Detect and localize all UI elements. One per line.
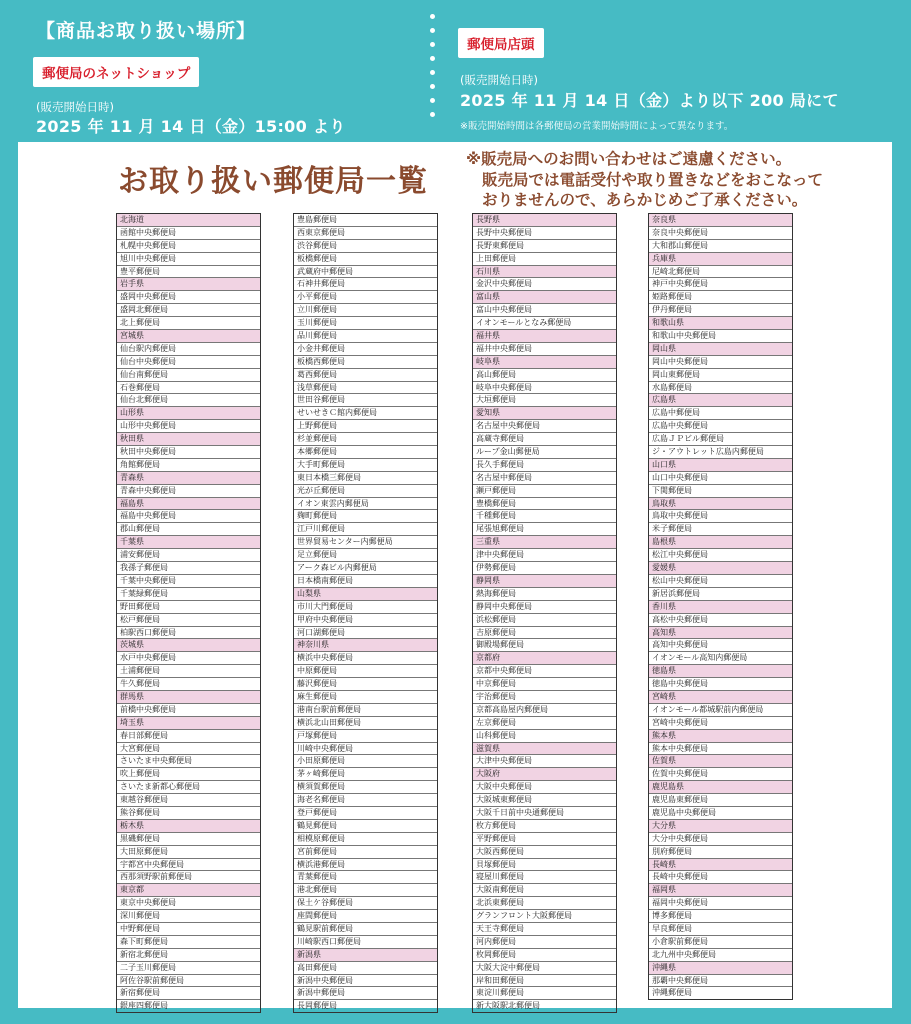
- post-office-row: 岡山東郵便局: [649, 369, 792, 382]
- post-office-row: 高山郵便局: [473, 369, 616, 382]
- prefecture-header: 福井県: [473, 330, 616, 343]
- post-office-row: 阿佐谷駅前郵便局: [117, 975, 260, 988]
- post-office-row: 日本橋南郵便局: [294, 575, 437, 588]
- post-office-row: グランフロント大阪郵便局: [473, 910, 616, 923]
- post-office-row: 長野中央郵便局: [473, 227, 616, 240]
- post-office-row: 石神井郵便局: [294, 278, 437, 291]
- post-office-row: 大阪南郵便局: [473, 884, 616, 897]
- post-office-row: 港南台駅前郵便局: [294, 704, 437, 717]
- post-office-row: 静岡中央郵便局: [473, 601, 616, 614]
- post-office-row: 豊平郵便局: [117, 266, 260, 279]
- post-office-row: 仙台南郵便局: [117, 369, 260, 382]
- prefecture-header: 秋田県: [117, 433, 260, 446]
- office-column-4: [648, 213, 793, 1000]
- post-office-row: 名古屋中央郵便局: [473, 420, 616, 433]
- post-office-row: 左京郵便局: [473, 717, 616, 730]
- post-office-row: 岡山中央郵便局: [649, 356, 792, 369]
- prefecture-header: 群馬県: [117, 691, 260, 704]
- post-office-row: 徳島中央郵便局: [649, 678, 792, 691]
- divider-dots: [430, 14, 435, 134]
- store-start-value: 2025 年 11 月 14 日（金）より以下 200 局にて: [460, 91, 839, 110]
- post-office-row: 岸和田郵便局: [473, 975, 616, 988]
- post-office-row: 横浜北山田郵便局: [294, 717, 437, 730]
- prefecture-header: 新潟県: [294, 949, 437, 962]
- post-office-row: 浦安郵便局: [117, 549, 260, 562]
- prefecture-header: 島根県: [649, 536, 792, 549]
- post-office-row: 千葉中央郵便局: [117, 575, 260, 588]
- post-office-row: 北浜東郵便局: [473, 897, 616, 910]
- post-office-row: 山科郵便局: [473, 730, 616, 743]
- post-office-row: 沖縄郵便局: [652, 988, 692, 998]
- notice-line: ※販売局へのお問い合わせはご遠慮ください。: [466, 150, 792, 168]
- post-office-row: 福井中央郵便局: [473, 343, 616, 356]
- post-office-row: 大垣郵便局: [473, 394, 616, 407]
- post-office-row: 岐阜中央郵便局: [473, 382, 616, 395]
- post-office-row: 川崎駅西口郵便局: [294, 936, 437, 949]
- prefecture-header: 徳島県: [649, 665, 792, 678]
- prefecture-header: 山口県: [649, 459, 792, 472]
- post-office-row: 函館中央郵便局: [117, 227, 260, 240]
- post-office-row: 和歌山中央郵便局: [649, 330, 792, 343]
- header-title: 【商品お取り扱い場所】: [36, 20, 257, 42]
- post-office-row: 熊本中央郵便局: [649, 743, 792, 756]
- post-office-row: 高知中央郵便局: [649, 639, 792, 652]
- office-column-1: [116, 213, 261, 1013]
- post-office-row: イオン東雲内郵便局: [294, 498, 437, 511]
- post-office-row: 銀座四郵便局: [120, 1001, 168, 1011]
- post-office-row: 中野郵便局: [117, 923, 260, 936]
- post-office-row: 高蔵寺郵便局: [473, 433, 616, 446]
- post-office-row: 秋田中央郵便局: [117, 446, 260, 459]
- post-office-row: 横須賀郵便局: [294, 781, 437, 794]
- post-office-row: 広島中央郵便局: [649, 420, 792, 433]
- post-office-row: 保土ケ谷郵便局: [294, 897, 437, 910]
- post-office-row: 足立郵便局: [294, 549, 437, 562]
- post-office-row: 伊勢郵便局: [473, 562, 616, 575]
- post-office-row: 土浦郵便局: [117, 665, 260, 678]
- post-office-row: 大田原郵便局: [117, 846, 260, 859]
- prefecture-header: 宮崎県: [649, 691, 792, 704]
- post-office-row: 東日本橋三郵便局: [294, 472, 437, 485]
- post-office-row: アーク森ビル内郵便局: [294, 562, 437, 575]
- post-office-row: 世田谷郵便局: [294, 394, 437, 407]
- post-office-row: 新宿北郵便局: [117, 949, 260, 962]
- post-office-row: 横浜中央郵便局: [294, 652, 437, 665]
- prefecture-header: 福島県: [117, 498, 260, 511]
- post-office-row: 角館郵便局: [117, 459, 260, 472]
- post-office-row: 戸塚郵便局: [294, 730, 437, 743]
- post-office-row: 野田郵便局: [117, 601, 260, 614]
- post-office-row: 春日部郵便局: [117, 730, 260, 743]
- post-office-row: 吹上郵便局: [117, 768, 260, 781]
- prefecture-header: 長崎県: [649, 859, 792, 872]
- post-office-row: 別府郵便局: [649, 846, 792, 859]
- post-office-row: 早良郵便局: [649, 923, 792, 936]
- prefecture-header: 三重県: [473, 536, 616, 549]
- prefecture-header: 香川県: [649, 601, 792, 614]
- post-office-row: 海老名郵便局: [294, 794, 437, 807]
- post-office-row: 松江中央郵便局: [649, 549, 792, 562]
- post-office-row: 本郷郵便局: [294, 446, 437, 459]
- prefecture-header: 茨城県: [117, 639, 260, 652]
- post-office-row: 仙台北郵便局: [117, 394, 260, 407]
- post-office-row: 天王寺郵便局: [473, 923, 616, 936]
- prefecture-header: 静岡県: [473, 575, 616, 588]
- post-office-row: 河内郵便局: [473, 936, 616, 949]
- post-office-row: 大和郡山郵便局: [649, 240, 792, 253]
- prefecture-header: 北海道: [117, 214, 260, 227]
- post-office-row: イオンモール高知内郵便局: [649, 652, 792, 665]
- post-office-row: 麹町郵便局: [294, 510, 437, 523]
- prefecture-header: 愛知県: [473, 407, 616, 420]
- prefecture-header: 岡山県: [649, 343, 792, 356]
- post-office-row: 津中央郵便局: [473, 549, 616, 562]
- post-office-row: 松戸郵便局: [117, 614, 260, 627]
- prefecture-header: 青森県: [117, 472, 260, 485]
- post-office-row: 北上郵便局: [117, 317, 260, 330]
- post-office-row: 貝塚郵便局: [473, 859, 616, 872]
- post-office-row: 東越谷郵便局: [117, 794, 260, 807]
- prefecture-header: 兵庫県: [649, 253, 792, 266]
- post-office-row: 大分中央郵便局: [649, 833, 792, 846]
- post-office-row: 名古屋中郵便局: [473, 472, 616, 485]
- post-office-row: 鶴見駅前郵便局: [294, 923, 437, 936]
- prefecture-header: 奈良県: [649, 214, 792, 227]
- post-office-row: 佐賀中央郵便局: [649, 768, 792, 781]
- post-office-row: 藤沢郵便局: [294, 678, 437, 691]
- post-office-row: 世界貿易センター内郵便局: [294, 536, 437, 549]
- post-office-row: ジ・アウトレット広島内郵便局: [649, 446, 792, 459]
- post-office-row: 御殿場郵便局: [473, 639, 616, 652]
- post-office-row: 西東京郵便局: [294, 227, 437, 240]
- post-office-row: 鹿児島中央郵便局: [649, 807, 792, 820]
- post-office-row: イオンモール都城駅前内郵便局: [649, 704, 792, 717]
- post-office-row: 石巻郵便局: [117, 382, 260, 395]
- office-column-3: [472, 213, 617, 1013]
- post-office-row: 豊橋郵便局: [473, 498, 616, 511]
- prefecture-header: 鳥取県: [649, 498, 792, 511]
- prefecture-header: 神奈川県: [294, 639, 437, 652]
- post-office-row: 仙台中央郵便局: [117, 356, 260, 369]
- prefecture-header: 長野県: [473, 214, 616, 227]
- post-office-row: 大宮郵便局: [117, 743, 260, 756]
- post-office-row: 水島郵便局: [649, 382, 792, 395]
- prefecture-header: 鹿児島県: [649, 781, 792, 794]
- post-office-row: 大阪千日前中央通郵便局: [473, 807, 616, 820]
- post-office-row: 小金井郵便局: [294, 343, 437, 356]
- post-office-row: 前橋中央郵便局: [117, 704, 260, 717]
- post-office-row: 盛岡北郵便局: [117, 304, 260, 317]
- prefecture-header: 滋賀県: [473, 743, 616, 756]
- post-office-row: 板橋西郵便局: [294, 356, 437, 369]
- post-office-row: 杉並郵便局: [294, 433, 437, 446]
- post-office-row: 那覇中央郵便局: [649, 975, 792, 988]
- post-office-row: 大阪中央郵便局: [473, 781, 616, 794]
- prefecture-header: 沖縄県: [649, 962, 792, 975]
- post-office-row: 板橋郵便局: [294, 253, 437, 266]
- post-office-row: 森下町郵便局: [117, 936, 260, 949]
- prefecture-header: 富山県: [473, 291, 616, 304]
- post-office-row: 尼崎北郵便局: [649, 266, 792, 279]
- prefecture-header: 埼玉県: [117, 717, 260, 730]
- post-office-row: 神戸中央郵便局: [649, 278, 792, 291]
- post-office-row: せいせきＣ館内郵便局: [294, 407, 437, 420]
- prefecture-header: 熊本県: [649, 730, 792, 743]
- list-title: お取り扱い郵便局一覧: [118, 164, 428, 199]
- post-office-row: 甲府中央郵便局: [294, 614, 437, 627]
- post-office-row: 山口中央郵便局: [649, 472, 792, 485]
- post-office-row: 西那須野駅前郵便局: [117, 871, 260, 884]
- post-office-row: 長久手郵便局: [473, 459, 616, 472]
- post-office-row: 尾張旭郵便局: [473, 523, 616, 536]
- post-office-row: 深川郵便局: [117, 910, 260, 923]
- prefecture-header: 和歌山県: [649, 317, 792, 330]
- post-office-row: 牛久郵便局: [117, 678, 260, 691]
- post-office-row: 枚岡郵便局: [473, 949, 616, 962]
- post-office-row: 宇治郵便局: [473, 691, 616, 704]
- post-office-row: 千種郵便局: [473, 510, 616, 523]
- post-office-row: 宮崎中央郵便局: [649, 717, 792, 730]
- post-office-row: 東淀川郵便局: [473, 987, 616, 1000]
- post-office-row: 川崎中央郵便局: [294, 743, 437, 756]
- prefecture-header: 大阪府: [473, 768, 616, 781]
- post-office-row: 奈良中央郵便局: [649, 227, 792, 240]
- post-office-row: 青森中央郵便局: [117, 485, 260, 498]
- post-office-row: 博多郵便局: [649, 910, 792, 923]
- post-office-row: 大手町郵便局: [294, 459, 437, 472]
- post-office-row: 鳥取中央郵便局: [649, 510, 792, 523]
- online-start-label: (販売開始日時): [36, 100, 114, 114]
- online-shop-button[interactable]: 郵便局のネットショップ: [33, 57, 199, 87]
- post-office-row: 大阪西郵便局: [473, 846, 616, 859]
- post-office-row: 北九州中央郵便局: [649, 949, 792, 962]
- post-office-row: 武蔵府中郵便局: [294, 266, 437, 279]
- post-office-row: 市川大門郵便局: [294, 601, 437, 614]
- post-office-row: 茅ヶ崎郵便局: [294, 768, 437, 781]
- post-office-row: 立川郵便局: [294, 304, 437, 317]
- post-office-row: 金沢中央郵便局: [473, 278, 616, 291]
- post-office-row: ループ金山郵便局: [473, 446, 616, 459]
- post-office-row: 千葉緑郵便局: [117, 588, 260, 601]
- notice-line: 販売局では電話受付や取り置きなどをおこなって: [482, 170, 824, 189]
- post-office-row: 港北郵便局: [294, 884, 437, 897]
- post-office-row: 新潟中郵便局: [294, 987, 437, 1000]
- post-office-row: 新大阪駅北郵便局: [476, 1001, 540, 1011]
- prefecture-header: 佐賀県: [649, 755, 792, 768]
- post-office-row: 中原郵便局: [294, 665, 437, 678]
- post-office-row: 高松中央郵便局: [649, 614, 792, 627]
- post-office-row: 山形中央郵便局: [117, 420, 260, 433]
- post-office-row: 二子玉川郵便局: [117, 962, 260, 975]
- post-office-row: 大阪大淀中郵便局: [473, 962, 616, 975]
- post-office-row: 長野東郵便局: [473, 240, 616, 253]
- post-office-row: 水戸中央郵便局: [117, 652, 260, 665]
- post-office-row: 鹿児島東郵便局: [649, 794, 792, 807]
- online-start-value: 2025 年 11 月 14 日（金）15:00 より: [36, 117, 346, 136]
- post-office-row: 吉原郵便局: [473, 627, 616, 640]
- post-office-row: 平野郵便局: [473, 833, 616, 846]
- post-office-row: 横浜港郵便局: [294, 859, 437, 872]
- post-office-row: 旭川中央郵便局: [117, 253, 260, 266]
- post-office-row: 寝屋川郵便局: [473, 871, 616, 884]
- post-office-row: 熱海郵便局: [473, 588, 616, 601]
- post-office-row: 小田原郵便局: [294, 755, 437, 768]
- post-office-row: 仙台駅内郵便局: [117, 343, 260, 356]
- post-office-row: 鶴見郵便局: [294, 820, 437, 833]
- post-office-row: 浜松郵便局: [473, 614, 616, 627]
- post-office-row: 中京郵便局: [473, 678, 616, 691]
- post-office-row: 小平郵便局: [294, 291, 437, 304]
- post-office-row: 新潟中央郵便局: [294, 975, 437, 988]
- post-office-row: 新居浜郵便局: [649, 588, 792, 601]
- post-office-row: 葛西郵便局: [294, 369, 437, 382]
- post-office-row: 品川郵便局: [294, 330, 437, 343]
- post-office-row: 京都中央郵便局: [473, 665, 616, 678]
- prefecture-header: 広島県: [649, 394, 792, 407]
- prefecture-header: 石川県: [473, 266, 616, 279]
- post-office-row: 広島ＪＰビル郵便局: [649, 433, 792, 446]
- store-note: ※販売開始時間は各郵便局の営業開始時間によって異なります。: [460, 121, 734, 132]
- prefecture-header: 愛媛県: [649, 562, 792, 575]
- prefecture-header: 京都府: [473, 652, 616, 665]
- post-office-row: 松山中央郵便局: [649, 575, 792, 588]
- post-office-row: 小倉駅前郵便局: [649, 936, 792, 949]
- post-office-row: イオンモールとなみ郵便局: [473, 317, 616, 330]
- post-office-row: 米子郵便局: [649, 523, 792, 536]
- post-office-row: 河口湖郵便局: [294, 627, 437, 640]
- prefecture-header: 高知県: [649, 627, 792, 640]
- post-office-row: 長崎中央郵便局: [649, 871, 792, 884]
- post-office-row: 青葉郵便局: [294, 871, 437, 884]
- post-office-row: 姫路郵便局: [649, 291, 792, 304]
- office-column-2: [293, 213, 438, 1013]
- prefecture-header: 東京都: [117, 884, 260, 897]
- post-office-row: 宮前郵便局: [294, 846, 437, 859]
- post-office-row: 江戸川郵便局: [294, 523, 437, 536]
- post-office-row: 札幌中央郵便局: [117, 240, 260, 253]
- post-office-row: 我孫子郵便局: [117, 562, 260, 575]
- post-office-row: 東京中央郵便局: [117, 897, 260, 910]
- post-office-row: 渋谷郵便局: [294, 240, 437, 253]
- post-office-row: 枚方郵便局: [473, 820, 616, 833]
- post-office-row: 福岡中央郵便局: [649, 897, 792, 910]
- prefecture-header: 山形県: [117, 407, 260, 420]
- notice-line: おりませんので、あらかじめご了承ください。: [482, 191, 808, 209]
- post-office-row: 大津中央郵便局: [473, 755, 616, 768]
- post-office-row: さいたま中央郵便局: [117, 755, 260, 768]
- post-office-row: 伊丹郵便局: [649, 304, 792, 317]
- prefecture-header: 福岡県: [649, 884, 792, 897]
- post-office-row: 富山中央郵便局: [473, 304, 616, 317]
- prefecture-header: 栃木県: [117, 820, 260, 833]
- post-office-row: 宇都宮中央郵便局: [117, 859, 260, 872]
- post-office-row: 上野郵便局: [294, 420, 437, 433]
- post-office-row: 光が丘郵便局: [294, 485, 437, 498]
- post-office-row: 郡山郵便局: [117, 523, 260, 536]
- post-office-row: 盛岡中央郵便局: [117, 291, 260, 304]
- post-office-row: 柏駅西口郵便局: [117, 627, 260, 640]
- prefecture-header: 千葉県: [117, 536, 260, 549]
- prefecture-header: 山梨県: [294, 588, 437, 601]
- post-office-row: 大阪城東郵便局: [473, 794, 616, 807]
- prefecture-header: 宮城県: [117, 330, 260, 343]
- post-office-row: 黒磯郵便局: [117, 833, 260, 846]
- store-button[interactable]: 郵便局店頭: [458, 28, 544, 58]
- post-office-row: 新宿郵便局: [117, 987, 260, 1000]
- notice: [466, 149, 823, 211]
- prefecture-header: 岩手県: [117, 278, 260, 291]
- post-office-row: 京都高島屋内郵便局: [473, 704, 616, 717]
- post-office-row: 福島中央郵便局: [117, 510, 260, 523]
- post-office-row: 瀬戸郵便局: [473, 485, 616, 498]
- prefecture-header: 岐阜県: [473, 356, 616, 369]
- store-start-label: (販売開始日時): [460, 73, 538, 87]
- post-office-row: 広島中郵便局: [649, 407, 792, 420]
- post-office-row: 浅草郵便局: [294, 382, 437, 395]
- post-office-row: 座間郵便局: [294, 910, 437, 923]
- post-office-row: 相模原郵便局: [294, 833, 437, 846]
- post-office-row: 玉川郵便局: [294, 317, 437, 330]
- post-office-row: 登戸郵便局: [294, 807, 437, 820]
- post-office-row: 高田郵便局: [294, 962, 437, 975]
- post-office-row: 長岡郵便局: [297, 1001, 337, 1011]
- post-office-row: さいたま新都心郵便局: [117, 781, 260, 794]
- post-office-row: 熊谷郵便局: [117, 807, 260, 820]
- post-office-row: 上田郵便局: [473, 253, 616, 266]
- post-office-row: 豊島郵便局: [294, 214, 437, 227]
- post-office-row: 麻生郵便局: [294, 691, 437, 704]
- post-office-row: 下関郵便局: [649, 485, 792, 498]
- prefecture-header: 大分県: [649, 820, 792, 833]
